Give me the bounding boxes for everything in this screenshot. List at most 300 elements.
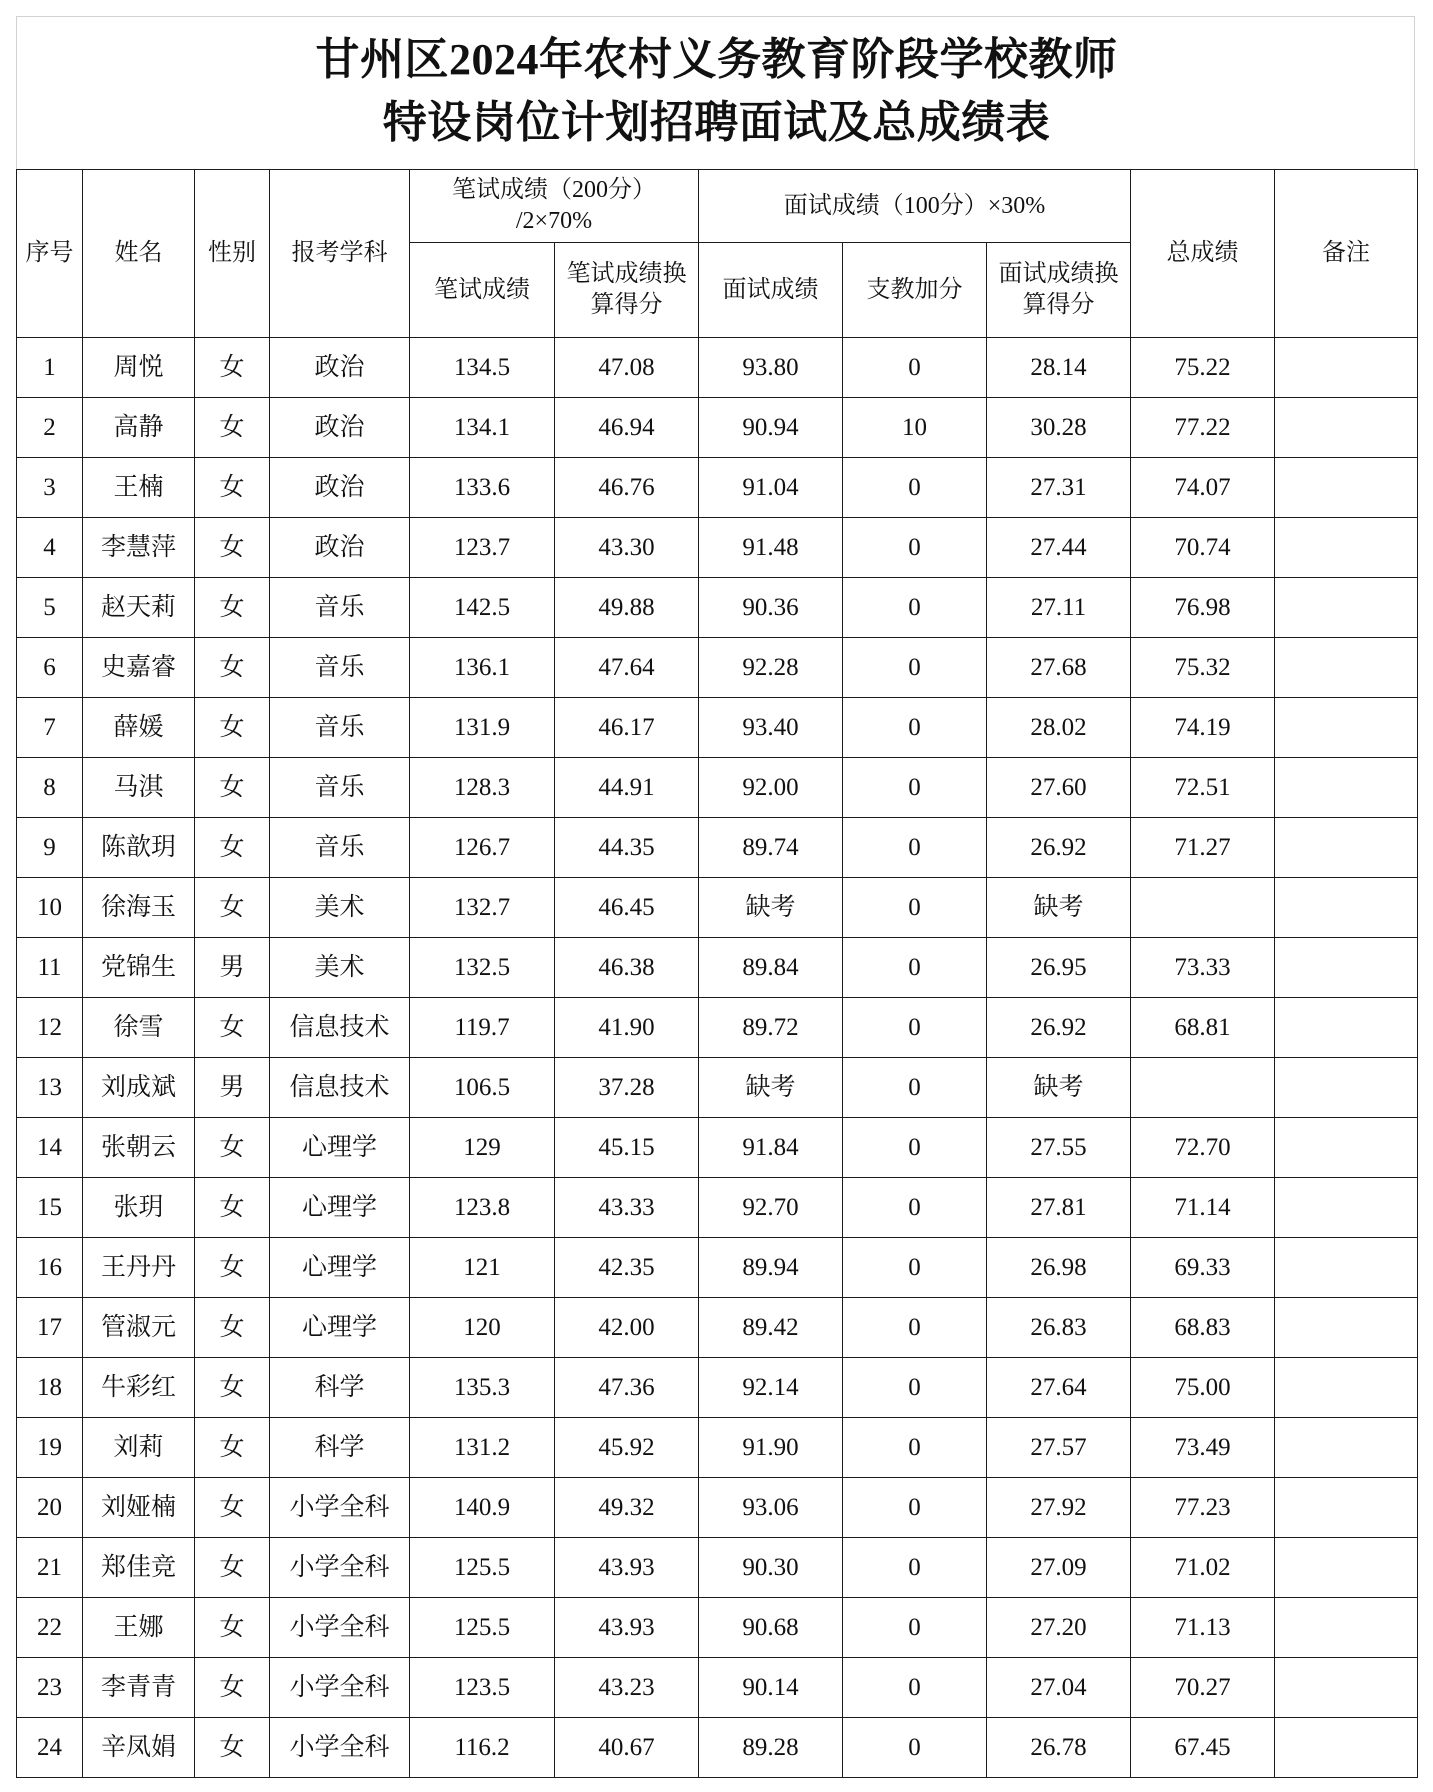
cell-subject: 科学 <box>270 1418 410 1478</box>
cell-seq: 18 <box>17 1358 83 1418</box>
header-teaching-bonus: 支教加分 <box>843 243 987 338</box>
cell-interview-converted: 27.09 <box>987 1538 1131 1598</box>
cell-subject: 政治 <box>270 398 410 458</box>
cell-interview-converted: 27.31 <box>987 458 1131 518</box>
cell-remarks <box>1275 1298 1418 1358</box>
table-row <box>17 1058 1418 1118</box>
cell-name: 管淑元 <box>83 1298 195 1358</box>
cell-interview-score: 89.84 <box>699 938 843 998</box>
header-written-group-line-1: 笔试成绩（200分） <box>452 177 656 203</box>
cell-remarks <box>1275 878 1418 938</box>
cell-interview-score: 93.06 <box>699 1478 843 1538</box>
cell-interview-score: 90.36 <box>699 578 843 638</box>
cell-gender: 女 <box>195 1238 270 1298</box>
cell-seq: 14 <box>17 1118 83 1178</box>
cell-remarks <box>1275 1598 1418 1658</box>
cell-subject: 心理学 <box>270 1118 410 1178</box>
cell-interview-score: 91.84 <box>699 1118 843 1178</box>
cell-written-score: 131.9 <box>410 698 555 758</box>
cell-interview-converted: 27.55 <box>987 1118 1131 1178</box>
cell-gender: 女 <box>195 758 270 818</box>
cell-total: 71.27 <box>1131 818 1275 878</box>
cell-name: 辛凤娟 <box>83 1718 195 1778</box>
cell-subject: 信息技术 <box>270 1058 410 1118</box>
cell-subject: 小学全科 <box>270 1598 410 1658</box>
cell-subject: 心理学 <box>270 1178 410 1238</box>
table-row <box>17 1298 1418 1358</box>
cell-seq: 16 <box>17 1238 83 1298</box>
cell-interview-score: 89.42 <box>699 1298 843 1358</box>
cell-total: 70.27 <box>1131 1658 1275 1718</box>
cell-interview-score: 93.80 <box>699 338 843 398</box>
cell-interview-converted: 27.68 <box>987 638 1131 698</box>
table-row <box>17 338 1418 398</box>
header-seq: 序号 <box>17 170 83 338</box>
cell-interview-converted: 26.78 <box>987 1718 1131 1778</box>
cell-remarks <box>1275 1418 1418 1478</box>
cell-interview-converted: 28.14 <box>987 338 1131 398</box>
cell-seq: 8 <box>17 758 83 818</box>
cell-remarks <box>1275 758 1418 818</box>
cell-teaching-bonus: 0 <box>843 1418 987 1478</box>
cell-written-converted: 49.32 <box>555 1478 699 1538</box>
cell-remarks <box>1275 1058 1418 1118</box>
cell-teaching-bonus: 0 <box>843 638 987 698</box>
cell-interview-converted: 26.92 <box>987 998 1131 1058</box>
page-title <box>0 28 1433 154</box>
cell-name: 徐雪 <box>83 998 195 1058</box>
cell-interview-score: 89.74 <box>699 818 843 878</box>
cell-gender: 女 <box>195 1598 270 1658</box>
table-row <box>17 938 1418 998</box>
table-row <box>17 1178 1418 1238</box>
cell-written-score: 132.7 <box>410 878 555 938</box>
cell-teaching-bonus: 0 <box>843 878 987 938</box>
cell-interview-score: 89.28 <box>699 1718 843 1778</box>
header-row-1 <box>17 170 1418 243</box>
cell-name: 周悦 <box>83 338 195 398</box>
cell-gender: 女 <box>195 1358 270 1418</box>
table-row <box>17 638 1418 698</box>
cell-name: 刘莉 <box>83 1418 195 1478</box>
cell-total: 73.49 <box>1131 1418 1275 1478</box>
table-row <box>17 1718 1418 1778</box>
cell-remarks <box>1275 1718 1418 1778</box>
table-body <box>17 338 1418 1778</box>
cell-written-converted: 43.93 <box>555 1538 699 1598</box>
cell-teaching-bonus: 0 <box>843 698 987 758</box>
cell-total: 71.14 <box>1131 1178 1275 1238</box>
cell-total: 77.23 <box>1131 1478 1275 1538</box>
cell-gender: 女 <box>195 1418 270 1478</box>
cell-interview-score: 缺考 <box>699 878 843 938</box>
cell-name: 郑佳竞 <box>83 1538 195 1598</box>
cell-remarks <box>1275 1358 1418 1418</box>
cell-name: 薛媛 <box>83 698 195 758</box>
cell-subject: 小学全科 <box>270 1538 410 1598</box>
cell-written-converted: 46.94 <box>555 398 699 458</box>
cell-gender: 女 <box>195 698 270 758</box>
cell-teaching-bonus: 0 <box>843 1718 987 1778</box>
cell-seq: 7 <box>17 698 83 758</box>
cell-remarks <box>1275 818 1418 878</box>
cell-written-converted: 43.33 <box>555 1178 699 1238</box>
cell-written-converted: 37.28 <box>555 1058 699 1118</box>
cell-remarks <box>1275 1658 1418 1718</box>
cell-written-converted: 42.00 <box>555 1298 699 1358</box>
cell-subject: 政治 <box>270 458 410 518</box>
cell-written-score: 133.6 <box>410 458 555 518</box>
header-interview-score: 面试成绩 <box>699 243 843 338</box>
cell-total: 70.74 <box>1131 518 1275 578</box>
cell-gender: 女 <box>195 338 270 398</box>
cell-gender: 女 <box>195 1118 270 1178</box>
cell-name: 徐海玉 <box>83 878 195 938</box>
cell-teaching-bonus: 0 <box>843 1658 987 1718</box>
cell-interview-score: 91.90 <box>699 1418 843 1478</box>
cell-seq: 20 <box>17 1478 83 1538</box>
cell-written-score: 132.5 <box>410 938 555 998</box>
cell-teaching-bonus: 0 <box>843 338 987 398</box>
cell-written-converted: 41.90 <box>555 998 699 1058</box>
cell-written-score: 136.1 <box>410 638 555 698</box>
cell-gender: 女 <box>195 578 270 638</box>
cell-written-score: 140.9 <box>410 1478 555 1538</box>
cell-written-converted: 46.76 <box>555 458 699 518</box>
cell-remarks <box>1275 1178 1418 1238</box>
cell-interview-score: 89.72 <box>699 998 843 1058</box>
cell-seq: 1 <box>17 338 83 398</box>
cell-name: 陈歆玥 <box>83 818 195 878</box>
cell-interview-converted: 27.57 <box>987 1418 1131 1478</box>
cell-written-score: 123.5 <box>410 1658 555 1718</box>
cell-seq: 22 <box>17 1598 83 1658</box>
cell-written-score: 116.2 <box>410 1718 555 1778</box>
cell-gender: 女 <box>195 458 270 518</box>
cell-name: 赵天莉 <box>83 578 195 638</box>
cell-written-score: 119.7 <box>410 998 555 1058</box>
cell-remarks <box>1275 1118 1418 1178</box>
cell-written-score: 125.5 <box>410 1538 555 1598</box>
cell-written-converted: 46.45 <box>555 878 699 938</box>
cell-subject: 音乐 <box>270 698 410 758</box>
cell-name: 牛彩红 <box>83 1358 195 1418</box>
cell-remarks <box>1275 698 1418 758</box>
cell-teaching-bonus: 0 <box>843 1478 987 1538</box>
cell-seq: 19 <box>17 1418 83 1478</box>
cell-seq: 9 <box>17 818 83 878</box>
cell-gender: 女 <box>195 518 270 578</box>
cell-name: 史嘉睿 <box>83 638 195 698</box>
cell-written-score: 134.5 <box>410 338 555 398</box>
cell-total: 75.32 <box>1131 638 1275 698</box>
cell-subject: 科学 <box>270 1358 410 1418</box>
cell-subject: 美术 <box>270 938 410 998</box>
cell-written-converted: 45.15 <box>555 1118 699 1178</box>
cell-interview-converted: 26.83 <box>987 1298 1131 1358</box>
cell-gender: 女 <box>195 878 270 938</box>
cell-total: 74.19 <box>1131 698 1275 758</box>
cell-remarks <box>1275 518 1418 578</box>
cell-interview-converted: 27.81 <box>987 1178 1131 1238</box>
cell-name: 王娜 <box>83 1598 195 1658</box>
cell-interview-converted: 27.60 <box>987 758 1131 818</box>
cell-interview-score: 92.70 <box>699 1178 843 1238</box>
cell-written-converted: 43.93 <box>555 1598 699 1658</box>
cell-seq: 17 <box>17 1298 83 1358</box>
header-gender: 性别 <box>195 170 270 338</box>
cell-total: 75.00 <box>1131 1358 1275 1418</box>
cell-name: 高静 <box>83 398 195 458</box>
cell-written-score: 123.8 <box>410 1178 555 1238</box>
cell-name: 张玥 <box>83 1178 195 1238</box>
cell-subject: 小学全科 <box>270 1658 410 1718</box>
cell-subject: 心理学 <box>270 1298 410 1358</box>
cell-written-score: 134.1 <box>410 398 555 458</box>
cell-subject: 音乐 <box>270 818 410 878</box>
cell-total: 72.51 <box>1131 758 1275 818</box>
cell-subject: 音乐 <box>270 638 410 698</box>
cell-teaching-bonus: 0 <box>843 578 987 638</box>
cell-seq: 21 <box>17 1538 83 1598</box>
cell-seq: 5 <box>17 578 83 638</box>
cell-gender: 女 <box>195 1178 270 1238</box>
header-written-converted-label: 笔试成绩换算得分 <box>566 261 687 318</box>
cell-remarks <box>1275 338 1418 398</box>
cell-seq: 11 <box>17 938 83 998</box>
cell-interview-score: 90.68 <box>699 1598 843 1658</box>
header-written-group <box>410 170 699 243</box>
cell-interview-converted: 26.95 <box>987 938 1131 998</box>
header-total: 总成绩 <box>1131 170 1275 338</box>
table-row <box>17 1598 1418 1658</box>
cell-seq: 13 <box>17 1058 83 1118</box>
cell-teaching-bonus: 0 <box>843 998 987 1058</box>
cell-teaching-bonus: 0 <box>843 1358 987 1418</box>
table-row <box>17 1418 1418 1478</box>
cell-interview-converted: 26.92 <box>987 818 1131 878</box>
table-row <box>17 1478 1418 1538</box>
table-row <box>17 398 1418 458</box>
table-row <box>17 518 1418 578</box>
cell-interview-score: 90.94 <box>699 398 843 458</box>
page-title-line-1: 甘州区2024年农村义务教育阶段学校教师 <box>315 35 1118 84</box>
cell-total: 72.70 <box>1131 1118 1275 1178</box>
cell-subject: 心理学 <box>270 1238 410 1298</box>
cell-seq: 3 <box>17 458 83 518</box>
cell-gender: 男 <box>195 938 270 998</box>
cell-gender: 女 <box>195 1658 270 1718</box>
cell-remarks <box>1275 938 1418 998</box>
header-name: 姓名 <box>83 170 195 338</box>
cell-interview-converted: 缺考 <box>987 878 1131 938</box>
cell-written-converted: 44.35 <box>555 818 699 878</box>
cell-written-converted: 44.91 <box>555 758 699 818</box>
table-row <box>17 758 1418 818</box>
page-title-line-2: 特设岗位计划招聘面试及总成绩表 <box>382 98 1051 147</box>
cell-written-score: 120 <box>410 1298 555 1358</box>
cell-written-converted: 43.23 <box>555 1658 699 1718</box>
cell-written-converted: 47.64 <box>555 638 699 698</box>
cell-remarks <box>1275 1238 1418 1298</box>
cell-teaching-bonus: 0 <box>843 1238 987 1298</box>
header-written-group-line-2: /2×70% <box>515 208 593 234</box>
cell-name: 刘成斌 <box>83 1058 195 1118</box>
cell-interview-score: 92.28 <box>699 638 843 698</box>
cell-interview-converted: 26.98 <box>987 1238 1131 1298</box>
cell-gender: 女 <box>195 1478 270 1538</box>
cell-subject: 政治 <box>270 338 410 398</box>
cell-seq: 2 <box>17 398 83 458</box>
cell-interview-score: 92.00 <box>699 758 843 818</box>
cell-interview-score: 89.94 <box>699 1238 843 1298</box>
cell-remarks <box>1275 578 1418 638</box>
table-row <box>17 1358 1418 1418</box>
table-row <box>17 1118 1418 1178</box>
cell-interview-score: 92.14 <box>699 1358 843 1418</box>
cell-written-converted: 43.30 <box>555 518 699 578</box>
cell-interview-converted: 27.11 <box>987 578 1131 638</box>
table-row <box>17 998 1418 1058</box>
cell-teaching-bonus: 0 <box>843 1538 987 1598</box>
cell-name: 王丹丹 <box>83 1238 195 1298</box>
cell-teaching-bonus: 0 <box>843 818 987 878</box>
table-header <box>17 170 1418 338</box>
cell-total: 69.33 <box>1131 1238 1275 1298</box>
cell-name: 马淇 <box>83 758 195 818</box>
cell-subject: 美术 <box>270 878 410 938</box>
cell-total: 71.02 <box>1131 1538 1275 1598</box>
cell-written-score: 126.7 <box>410 818 555 878</box>
header-subject: 报考学科 <box>270 170 410 338</box>
cell-interview-converted: 27.20 <box>987 1598 1131 1658</box>
cell-written-score: 106.5 <box>410 1058 555 1118</box>
cell-written-score: 123.7 <box>410 518 555 578</box>
cell-teaching-bonus: 0 <box>843 938 987 998</box>
cell-name: 王楠 <box>83 458 195 518</box>
cell-name: 李青青 <box>83 1658 195 1718</box>
cell-remarks <box>1275 458 1418 518</box>
cell-written-converted: 46.38 <box>555 938 699 998</box>
cell-written-converted: 46.17 <box>555 698 699 758</box>
cell-subject: 信息技术 <box>270 998 410 1058</box>
cell-seq: 4 <box>17 518 83 578</box>
cell-interview-converted: 缺考 <box>987 1058 1131 1118</box>
cell-interview-converted: 30.28 <box>987 398 1131 458</box>
cell-gender: 男 <box>195 1058 270 1118</box>
cell-name: 张朝云 <box>83 1118 195 1178</box>
cell-remarks <box>1275 1478 1418 1538</box>
cell-written-converted: 45.92 <box>555 1418 699 1478</box>
cell-total: 74.07 <box>1131 458 1275 518</box>
cell-written-score: 131.2 <box>410 1418 555 1478</box>
cell-gender: 女 <box>195 998 270 1058</box>
cell-written-score: 129 <box>410 1118 555 1178</box>
cell-written-converted: 47.08 <box>555 338 699 398</box>
cell-teaching-bonus: 0 <box>843 518 987 578</box>
cell-interview-converted: 27.92 <box>987 1478 1131 1538</box>
table-row <box>17 1658 1418 1718</box>
cell-subject: 政治 <box>270 518 410 578</box>
cell-total: 73.33 <box>1131 938 1275 998</box>
cell-written-score: 128.3 <box>410 758 555 818</box>
cell-remarks <box>1275 638 1418 698</box>
header-interview-converted <box>987 243 1131 338</box>
cell-name: 刘娅楠 <box>83 1478 195 1538</box>
table-row <box>17 698 1418 758</box>
table-row <box>17 578 1418 638</box>
cell-interview-score: 93.40 <box>699 698 843 758</box>
cell-subject: 音乐 <box>270 758 410 818</box>
cell-teaching-bonus: 0 <box>843 1598 987 1658</box>
cell-total: 71.13 <box>1131 1598 1275 1658</box>
header-remarks: 备注 <box>1275 170 1418 338</box>
cell-written-converted: 47.36 <box>555 1358 699 1418</box>
scores-table <box>16 169 1418 1778</box>
header-interview-group: 面试成绩（100分）×30% <box>699 170 1131 243</box>
cell-written-score: 142.5 <box>410 578 555 638</box>
table-row <box>17 818 1418 878</box>
header-written-converted <box>555 243 699 338</box>
cell-total <box>1131 1058 1275 1118</box>
cell-total: 68.81 <box>1131 998 1275 1058</box>
cell-total: 77.22 <box>1131 398 1275 458</box>
cell-subject: 小学全科 <box>270 1478 410 1538</box>
cell-seq: 12 <box>17 998 83 1058</box>
cell-teaching-bonus: 0 <box>843 758 987 818</box>
cell-seq: 15 <box>17 1178 83 1238</box>
cell-written-score: 121 <box>410 1238 555 1298</box>
cell-interview-score: 90.14 <box>699 1658 843 1718</box>
cell-name: 党锦生 <box>83 938 195 998</box>
table-row <box>17 458 1418 518</box>
cell-gender: 女 <box>195 398 270 458</box>
cell-interview-score: 91.48 <box>699 518 843 578</box>
cell-gender: 女 <box>195 1538 270 1598</box>
cell-total: 75.22 <box>1131 338 1275 398</box>
cell-written-converted: 42.35 <box>555 1238 699 1298</box>
cell-interview-converted: 27.64 <box>987 1358 1131 1418</box>
cell-gender: 女 <box>195 638 270 698</box>
cell-interview-score: 缺考 <box>699 1058 843 1118</box>
cell-remarks <box>1275 398 1418 458</box>
cell-seq: 23 <box>17 1658 83 1718</box>
cell-name: 李慧萍 <box>83 518 195 578</box>
cell-teaching-bonus: 0 <box>843 458 987 518</box>
cell-teaching-bonus: 0 <box>843 1058 987 1118</box>
cell-written-converted: 40.67 <box>555 1718 699 1778</box>
cell-written-score: 125.5 <box>410 1598 555 1658</box>
cell-remarks <box>1275 1538 1418 1598</box>
cell-written-score: 135.3 <box>410 1358 555 1418</box>
cell-gender: 女 <box>195 1298 270 1358</box>
cell-total: 67.45 <box>1131 1718 1275 1778</box>
cell-written-converted: 49.88 <box>555 578 699 638</box>
cell-subject: 小学全科 <box>270 1718 410 1778</box>
cell-teaching-bonus: 10 <box>843 398 987 458</box>
cell-teaching-bonus: 0 <box>843 1178 987 1238</box>
cell-gender: 女 <box>195 818 270 878</box>
cell-interview-converted: 27.44 <box>987 518 1131 578</box>
table-row <box>17 878 1418 938</box>
cell-teaching-bonus: 0 <box>843 1298 987 1358</box>
cell-subject: 音乐 <box>270 578 410 638</box>
cell-total: 68.83 <box>1131 1298 1275 1358</box>
cell-interview-converted: 28.02 <box>987 698 1131 758</box>
cell-total <box>1131 878 1275 938</box>
cell-seq: 6 <box>17 638 83 698</box>
cell-seq: 24 <box>17 1718 83 1778</box>
